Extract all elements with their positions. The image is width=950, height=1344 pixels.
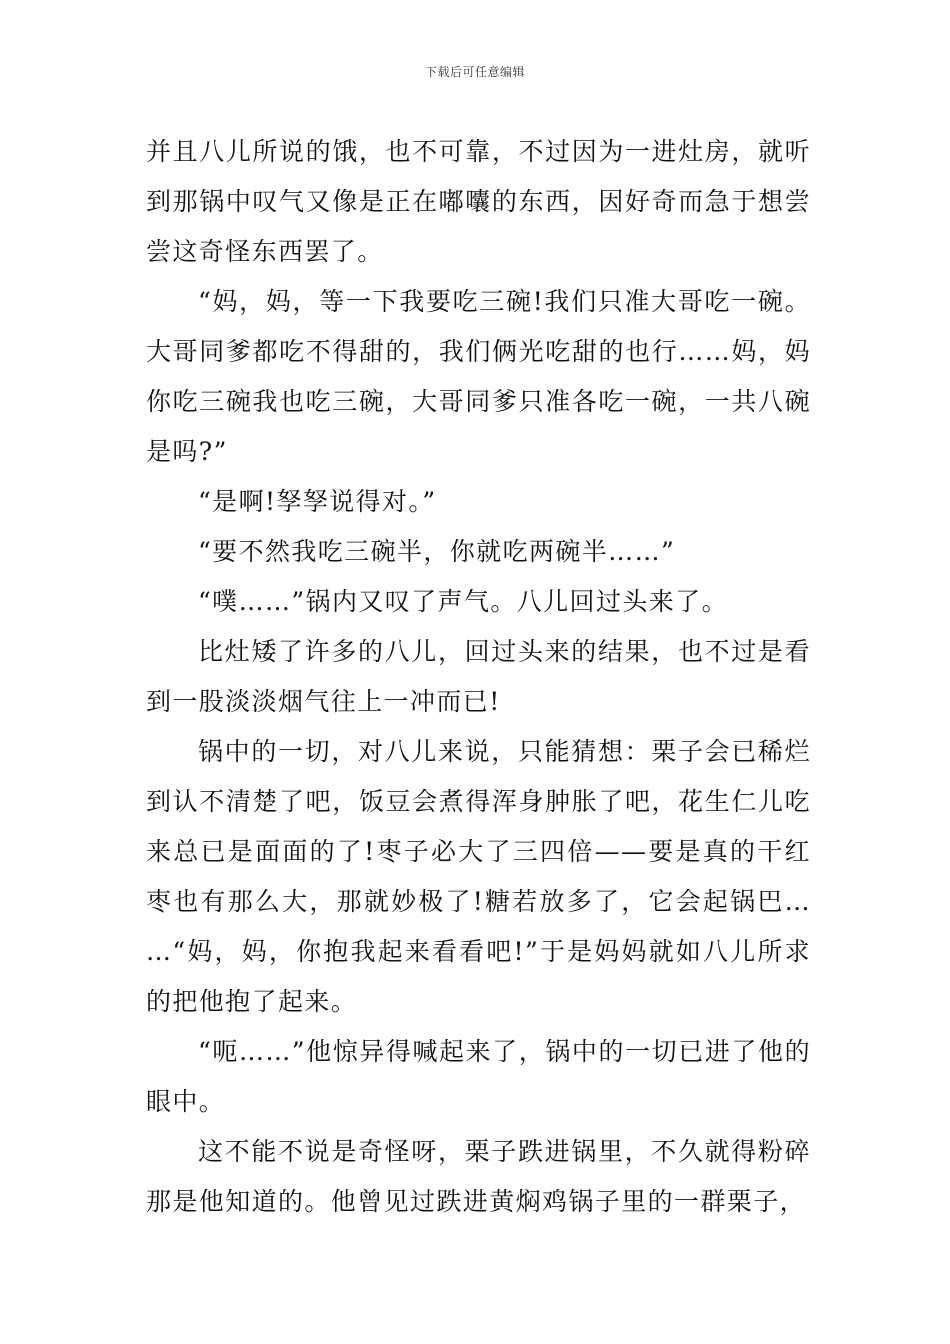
paragraph: 比灶矮了许多的八儿，回过头来的结果，也不过是看到一股淡淡烟气往上一冲而已! [146,637,811,716]
page-header: 下载后可任意编辑 [424,65,525,79]
paragraph: “是啊!孥孥说得对。” [198,487,437,516]
paragraph: “呃……”他惊异得喊起来了，锅中的一切已进了他的眼中。 [146,1037,811,1116]
paragraph: “噗……”锅内又叹了声气。八儿回过头来了。 [198,587,728,616]
paragraph: “妈，妈，等一下我要吃三碗!我们只准大哥吃一碗。大哥同爹都吃不得甜的，我们俩光吃甜的也行……妈，妈你吃三碗我也吃三碗，大哥同爹只准各吃一碗，一共八碗是吗?” [146,287,811,466]
paragraph: 锅中的一切，对八儿来说，只能猜想：栗子会已稀烂到认不清楚了吧，饭豆会煮得浑身肿胀了吧，花生仁儿吃来总已是面面的了!枣子必大了三四倍——要是真的干红枣也有那么大，那就妙极了!糖若放多了，它会起锅巴……“妈，妈，你抱我起来看看吧!”于是妈妈就如八儿所求的把他抱了起来。 [146,737,811,1016]
paragraph: 这不能不说是奇怪呀，栗子跌进锅里，不久就得粉碎那是他知道的。他曾见过跌进黄焖鸡锅子里的一群栗子， [146,1137,811,1216]
paragraph: 并且八儿所说的饿，也不可靠，不过因为一进灶房，就听到那锅中叹气又像是正在嘟囔的东西，因好奇而急于想尝尝这奇怪东西罢了。 [146,137,811,266]
paragraph: “要不然我吃三碗半，你就吃两碗半……” [198,537,676,566]
body-text [146,127,811,1227]
